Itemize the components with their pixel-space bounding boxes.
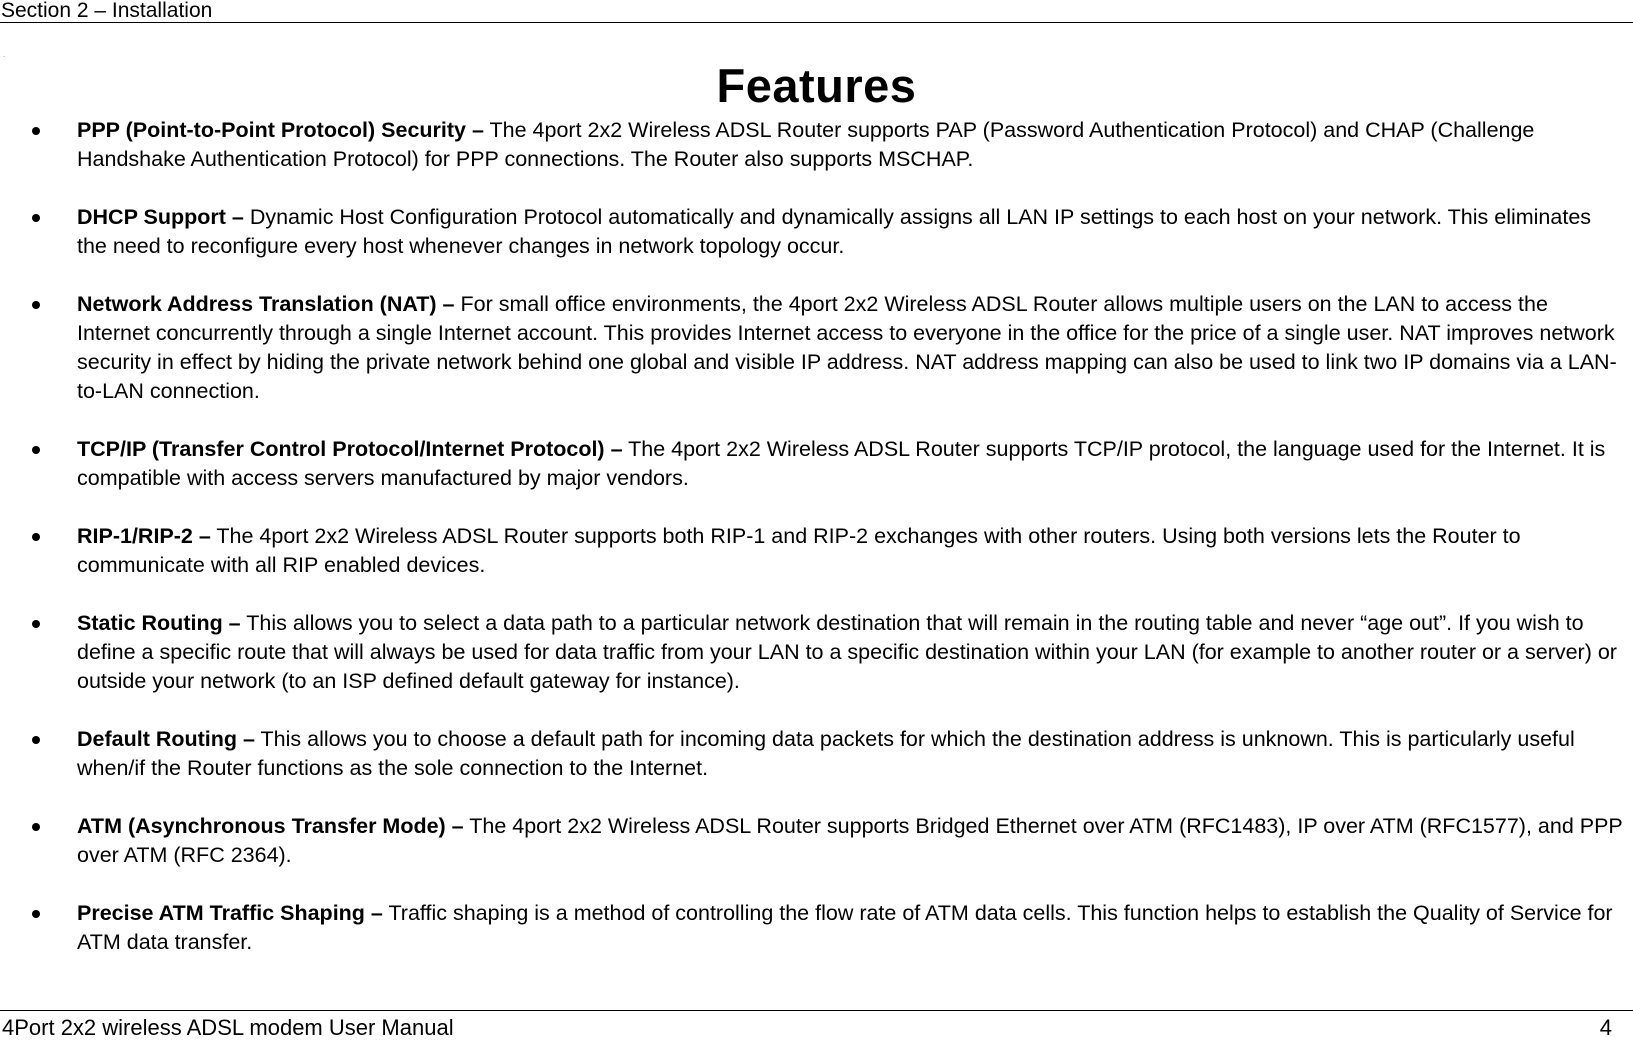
feature-item-default-routing [0,725,1633,783]
page-number: 4 [1599,1015,1612,1040]
bullet-icon [32,736,40,744]
bullet-icon [32,446,40,454]
feature-item-static-routing [0,609,1633,696]
feature-description: Traffic shaping is a method of controlling the flow rate of ATM data cells. This function helps to establish the Quality of Service for ATM data transfer. [77,901,1613,954]
feature-list [0,116,1633,986]
feature-item-dhcp [0,203,1633,261]
feature-term: DHCP Support – [77,205,244,229]
feature-description: The 4port 2x2 Wireless ADSL Router supports both RIP-1 and RIP-2 exchanges with other routers. Using both versions lets the Router to communicate with all RIP enabled devices. [77,524,1521,577]
feature-term: Static Routing – [77,611,241,635]
bullet-icon [32,301,40,309]
feature-item-tcpip [0,435,1633,493]
section-label: Section 2 – Installation [1,0,213,22]
bullet-icon [32,127,40,135]
feature-term: Default Routing – [77,727,255,751]
feature-description: This allows you to choose a default path for incoming data packets for which the destination address is unknown. This is particularly useful when/if the Router functions as the sole connection to the Internet. [77,727,1575,780]
feature-description: For small office environments, the 4port 2x2 Wireless ADSL Router allows multiple users on the LAN to access the Internet concurrently through a single Internet account. This provides Internet access to everyone in the office for the price of a single user. NAT improves network security in effect by hiding the private network behind one global and visible IP address. NAT address mapping can also be used to link two IP domains via a LAN-to-LAN connection. [77,292,1617,403]
bullet-icon [32,214,40,222]
feature-description: The 4port 2x2 Wireless ADSL Router supports PAP (Password Authentication Protocol) and CHAP (Challenge Handshake Authentication Protocol) for PPP connections. The Router also supports MSCHAP. [77,118,1535,171]
feature-description: The 4port 2x2 Wireless ADSL Router supports TCP/IP protocol, the language used for the Internet. It is compatible with access servers manufactured by major vendors. [77,437,1606,490]
feature-term: PPP (Point-to-Point Protocol) Security – [77,118,484,142]
feature-description: Dynamic Host Configuration Protocol automatically and dynamically assigns all LAN IP settings to each host on your network. This eliminates the need to reconfigure every host whenever changes in network topology occur. [77,205,1592,258]
feature-item-rip [0,522,1633,580]
feature-term: RIP-1/RIP-2 – [77,524,211,548]
manual-title: 4Port 2x2 wireless ADSL modem User Manual [2,1015,454,1040]
feature-term: Precise ATM Traffic Shaping – [77,901,383,925]
feature-item-ppp [0,116,1633,174]
page-header [0,0,1633,23]
feature-term: Network Address Translation (NAT) – [77,292,455,316]
feature-description: The 4port 2x2 Wireless ADSL Router supports Bridged Ethernet over ATM (RFC1483), IP over ATM (RFC1577), and PPP over ATM (RFC 2364). [77,814,1623,867]
feature-term: TCP/IP (Transfer Control Protocol/Internet Protocol) – [77,437,623,461]
feature-item-traffic-shaping [0,899,1633,957]
bullet-icon [32,823,40,831]
feature-item-atm [0,812,1633,870]
page-title: Features [716,59,917,112]
feature-description: This allows you to select a data path to a particular network destination that will remain in the routing table and never “age out”. If you wish to define a specific route that will always be used for data traffic from your LAN to a specific destination within your LAN (for example to another router or a server) or outside your network (to an ISP defined default gateway for instance). [77,611,1617,693]
page-marker: . [3,50,6,59]
bullet-icon [32,533,40,541]
feature-item-nat [0,290,1633,406]
page-footer [0,1010,1633,1039]
feature-term: ATM (Asynchronous Transfer Mode) – [77,814,464,838]
bullet-icon [32,620,40,628]
bullet-icon [32,910,40,918]
